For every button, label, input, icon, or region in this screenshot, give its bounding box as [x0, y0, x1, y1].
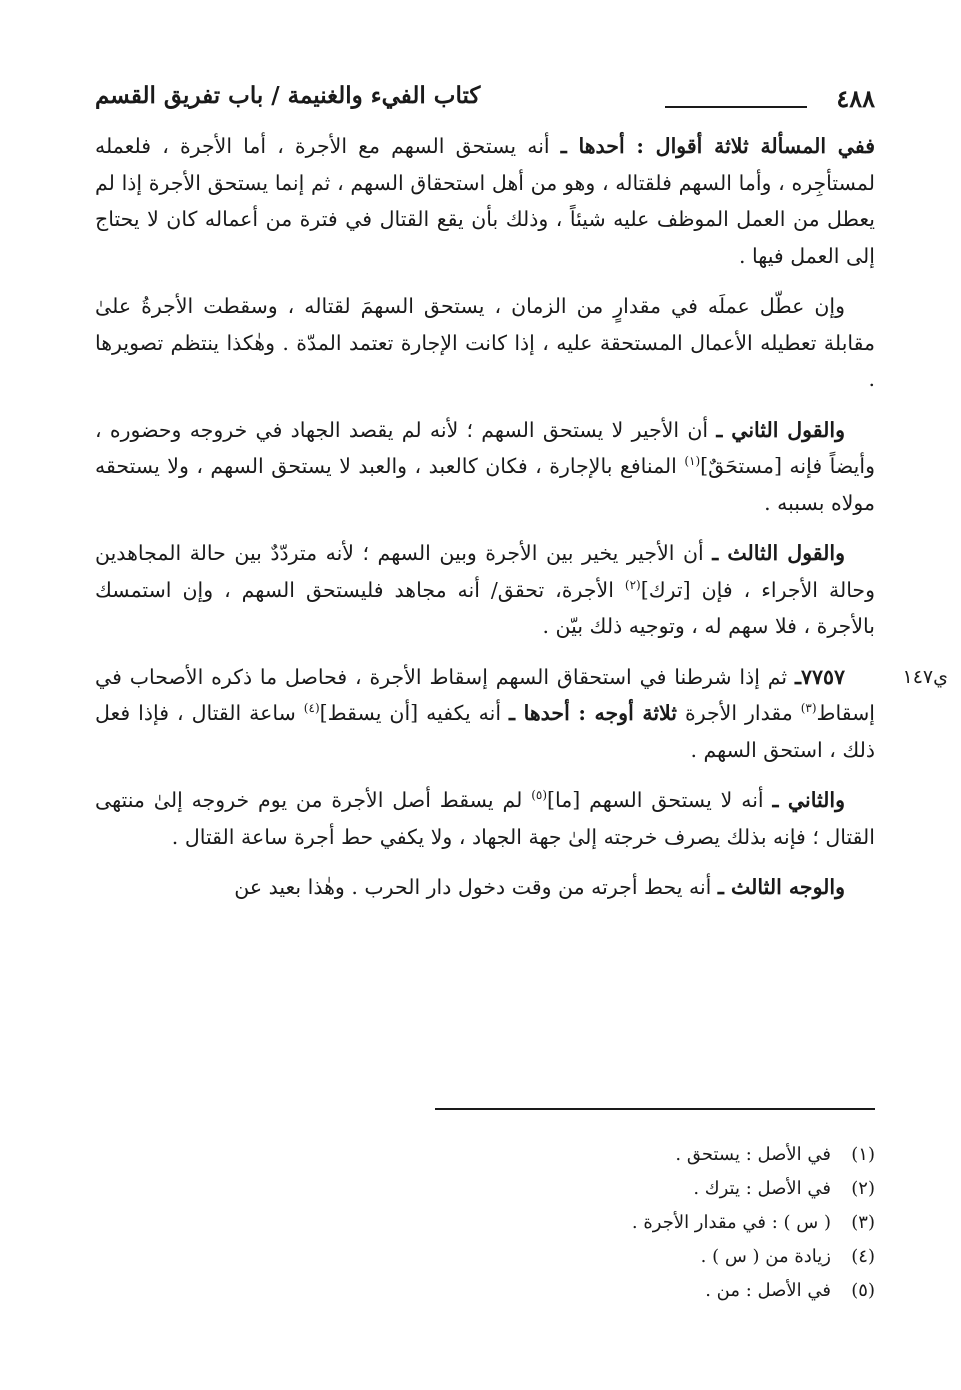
footnote-text: زيادة من ( س ) . — [700, 1246, 831, 1267]
page-number: ٤٨٨ — [836, 84, 875, 113]
text-run: ساعة القتال ، فإذا فعل ذلك ، استحق السهم . — [95, 701, 875, 762]
paragraph-5 — [95, 659, 875, 769]
footnote-separator — [435, 1108, 875, 1110]
bold-phrase: والوجه الثالث ـ — [717, 875, 845, 899]
footnote-item — [420, 1172, 875, 1206]
page-header — [95, 80, 875, 120]
footnote-number: (٤) — [851, 1246, 875, 1267]
body-text — [95, 128, 875, 920]
running-title: كتاب الفيء والغنيمة / باب تفريق القسم — [95, 82, 481, 109]
bold-phrase: والقول الثاني ـ — [716, 417, 845, 442]
bold-phrase: والثاني ـ — [772, 788, 846, 812]
paragraph-6 — [95, 782, 875, 855]
footnote-number: (٣) — [851, 1212, 875, 1233]
footnote-item — [420, 1206, 875, 1240]
footnote-text: في الأصل : من . — [705, 1280, 831, 1301]
footnote-number: (١) — [851, 1144, 875, 1165]
paragraph-2 — [95, 288, 875, 398]
text-run: ثم إذا شرطنا في استحقاق السهم إسقاط الأجرة ، فحاصل ما ذكره الأصحاب في إسقاط — [95, 664, 875, 725]
text-run: أنه يكفيه [أن يسقط] — [319, 701, 510, 725]
section-number: ٧٧٥٧ـ — [794, 664, 845, 689]
footnote-text: ( س ) : في مقدار الأجرة . — [631, 1212, 831, 1233]
footnote-text: في الأصل : يترك . — [693, 1178, 831, 1199]
margin-page-reference: ي١٤٧ — [902, 666, 948, 688]
footnotes — [420, 1138, 875, 1308]
footnote-ref-5: (٥) — [531, 788, 548, 803]
text-run: أن الأجير لا يستحق السهم ؛ لأنه لم يقصد الجهاد في خروجه وحضوره ، وأيضاً فإنه [مستحَقٌ] — [95, 417, 875, 478]
text-run: المنافع بالإجارة ، فكان كالعبد ، والعبد لا يستحق السهم ، ولا يستحقه مولاه بسببه . — [95, 454, 875, 515]
paragraph-3 — [95, 412, 875, 522]
text-run: أنه يستحق السهم مع الأجرة ، أما الأجرة ، فلعمله لمستأجِره ، وأما السهم فلقتاله ، وهو من أهل استحقاق السهم ، ثم إنما يستحق الأجرة إذا لم يعطل من العمل الموظف عليه شيئاً ، وذلك بأن يقع القتال في فترة من أعماله كان لا يحتاج إلى العمل فيها . — [95, 134, 875, 268]
footnote-ref-3: (٣) — [800, 701, 817, 716]
header-rule — [665, 106, 807, 108]
text-run: أن الأجير يخير بين الأجرة وبين السهم ؛ لأنه متردّدٌ بين حالة المجاهدين وحالة الأجراء ، فإن [ترك] — [95, 541, 876, 602]
footnote-item — [420, 1274, 875, 1308]
footnote-text: في الأصل : يستحق . — [675, 1144, 831, 1165]
paragraph-1 — [95, 128, 875, 274]
text-run: أنه يحط أجرته من وقت دخول دار الحرب . وهٰذا بعيد عن — [234, 875, 718, 899]
paragraph-4 — [95, 535, 875, 645]
bold-phrase: ففي المسألة ثلاثة أقوال : أحدها ـ — [560, 134, 875, 158]
text-run: الأجرة، تحقق/ أنه مجاهد فليستحق السهم ، وإن استمسك بالأجرة ، فلا سهم له ، وتوجيه ذلك بيّن . — [95, 577, 875, 638]
footnote-ref-4: (٤) — [303, 701, 320, 716]
footnote-ref-2: (٢) — [624, 577, 641, 592]
text-run: وإن عطّل عملَه في مقدارٍ من الزمان ، يستحق السهمَ لقتاله ، وسقطت الأجرةُ علىٰ مقابلة تعطيله الأعمال المستحقة عليه ، إذا كانت الإجارة تعتمد المدّة . وهٰكذا ينتظم تصويرها . — [95, 294, 875, 391]
text-run: مقدار الأجرة — [677, 701, 801, 725]
bold-phrase: والقول الثالث ـ — [712, 541, 845, 565]
footnote-item — [420, 1138, 875, 1172]
text-run: لم يسقط أصل الأجرة من يوم خروجه إلىٰ منتهى القتال ؛ فإنه بذلك يصرف خرجته إلىٰ جهة الجهاد ، ولا يكفي حط أجرة ساعة القتال . — [95, 788, 875, 849]
footnote-item — [420, 1240, 875, 1274]
text-run: أنه لا يستحق السهم [ما] — [547, 788, 773, 812]
bold-phrase: ثلاثة أوجه : أحدها ـ — [509, 701, 677, 725]
footnote-number: (٢) — [851, 1178, 875, 1199]
footnote-ref-1: (١) — [684, 454, 701, 469]
footnote-number: (٥) — [851, 1280, 875, 1301]
paragraph-7 — [95, 869, 875, 906]
